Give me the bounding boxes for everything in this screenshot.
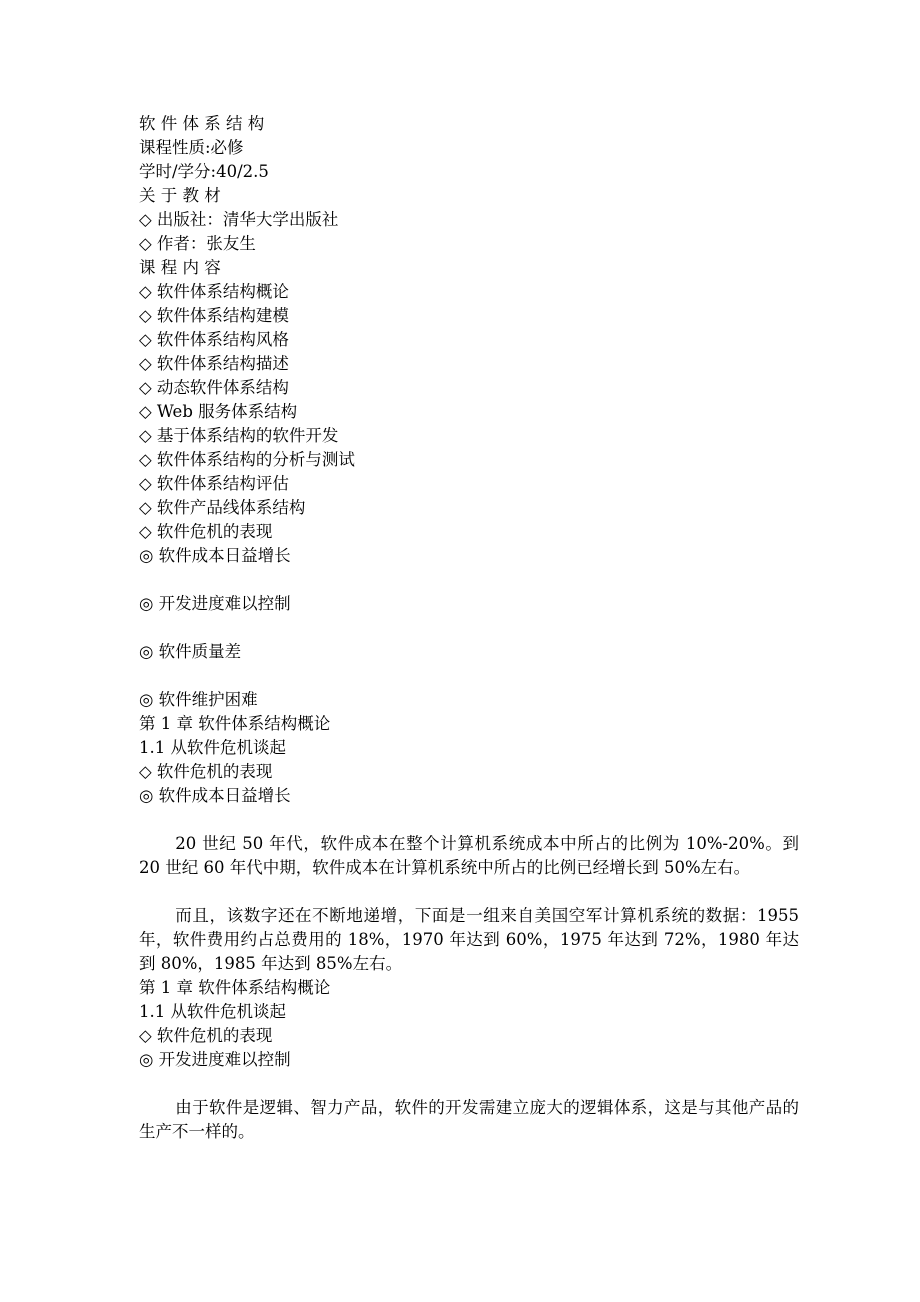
document-page xyxy=(139,112,799,1144)
contents-item: ◇ 软件体系结构概论 xyxy=(139,282,289,301)
blank-line xyxy=(139,1072,799,1096)
blank-line xyxy=(139,568,799,592)
contents-item: ◇ 软件体系结构风格 xyxy=(139,330,289,349)
contents-item: ◇ 软件产品线体系结构 xyxy=(139,498,306,517)
document-title: 软 件 体 系 结 构 xyxy=(139,114,265,133)
blank-line xyxy=(139,808,799,832)
contents-item: ◇ Web 服务体系结构 xyxy=(139,402,298,421)
subsection-heading: 1.1 从软件危机谈起 xyxy=(139,1002,286,1021)
contents-item: ◇ 动态软件体系结构 xyxy=(139,378,289,397)
subsection-heading: 1.1 从软件危机谈起 xyxy=(139,738,286,757)
contents-item: ◇ 软件危机的表现 xyxy=(139,522,273,541)
hours-credits: 学时/学分:40/2.5 xyxy=(139,162,269,181)
body-paragraph: 而且，该数字还在不断地递增，下面是一组来自美国空军计算机系统的数据：1955 年，软件费用约占总费用的 18%，1970 年达到 60%，1975 年达到 72%，1980 年达到 80%，1985 年达到 85%左右。 xyxy=(139,906,799,973)
contents-item: ◇ 软件体系结构评估 xyxy=(139,474,289,493)
blank-line xyxy=(139,880,799,904)
blank-line xyxy=(139,616,799,640)
symptom-item: ◎ 软件成本日益增长 xyxy=(139,546,291,565)
blank-line xyxy=(139,664,799,688)
symptom-item: ◎ 开发进度难以控制 xyxy=(139,594,291,613)
section-item: ◇ 软件危机的表现 xyxy=(139,1026,273,1045)
contents-item: ◇ 软件体系结构建模 xyxy=(139,306,289,325)
contents-item: ◇ 软件体系结构的分析与测试 xyxy=(139,450,355,469)
chapter-heading: 第 1 章 软件体系结构概论 xyxy=(139,978,331,997)
body-paragraph: 由于软件是逻辑、智力产品，软件的开发需建立庞大的逻辑体系，这是与其他产品的生产不一样的。 xyxy=(139,1098,799,1141)
symptom-item: ◎ 软件质量差 xyxy=(139,642,242,661)
chapter-heading: 第 1 章 软件体系结构概论 xyxy=(139,714,331,733)
body-paragraph: 20 世纪 50 年代，软件成本在整个计算机系统成本中所占的比例为 10%-20%。到 20 世纪 60 年代中期，软件成本在计算机系统中所占的比例已经增长到 50%左右。 xyxy=(139,834,799,877)
textbook-author: ◇ 作者：张友生 xyxy=(139,234,256,253)
course-nature: 课程性质:必修 xyxy=(139,138,244,157)
contents-item: ◇ 基于体系结构的软件开发 xyxy=(139,426,339,445)
symptom-item: ◎ 软件维护困难 xyxy=(139,690,258,709)
textbook-heading: 关 于 教 材 xyxy=(139,186,221,205)
textbook-publisher: ◇ 出版社：清华大学出版社 xyxy=(139,210,339,229)
section-sub-item: ◎ 软件成本日益增长 xyxy=(139,786,291,805)
contents-item: ◇ 软件体系结构描述 xyxy=(139,354,289,373)
section-sub-item: ◎ 开发进度难以控制 xyxy=(139,1050,291,1069)
section-item: ◇ 软件危机的表现 xyxy=(139,762,273,781)
contents-heading: 课 程 内 容 xyxy=(139,258,221,277)
